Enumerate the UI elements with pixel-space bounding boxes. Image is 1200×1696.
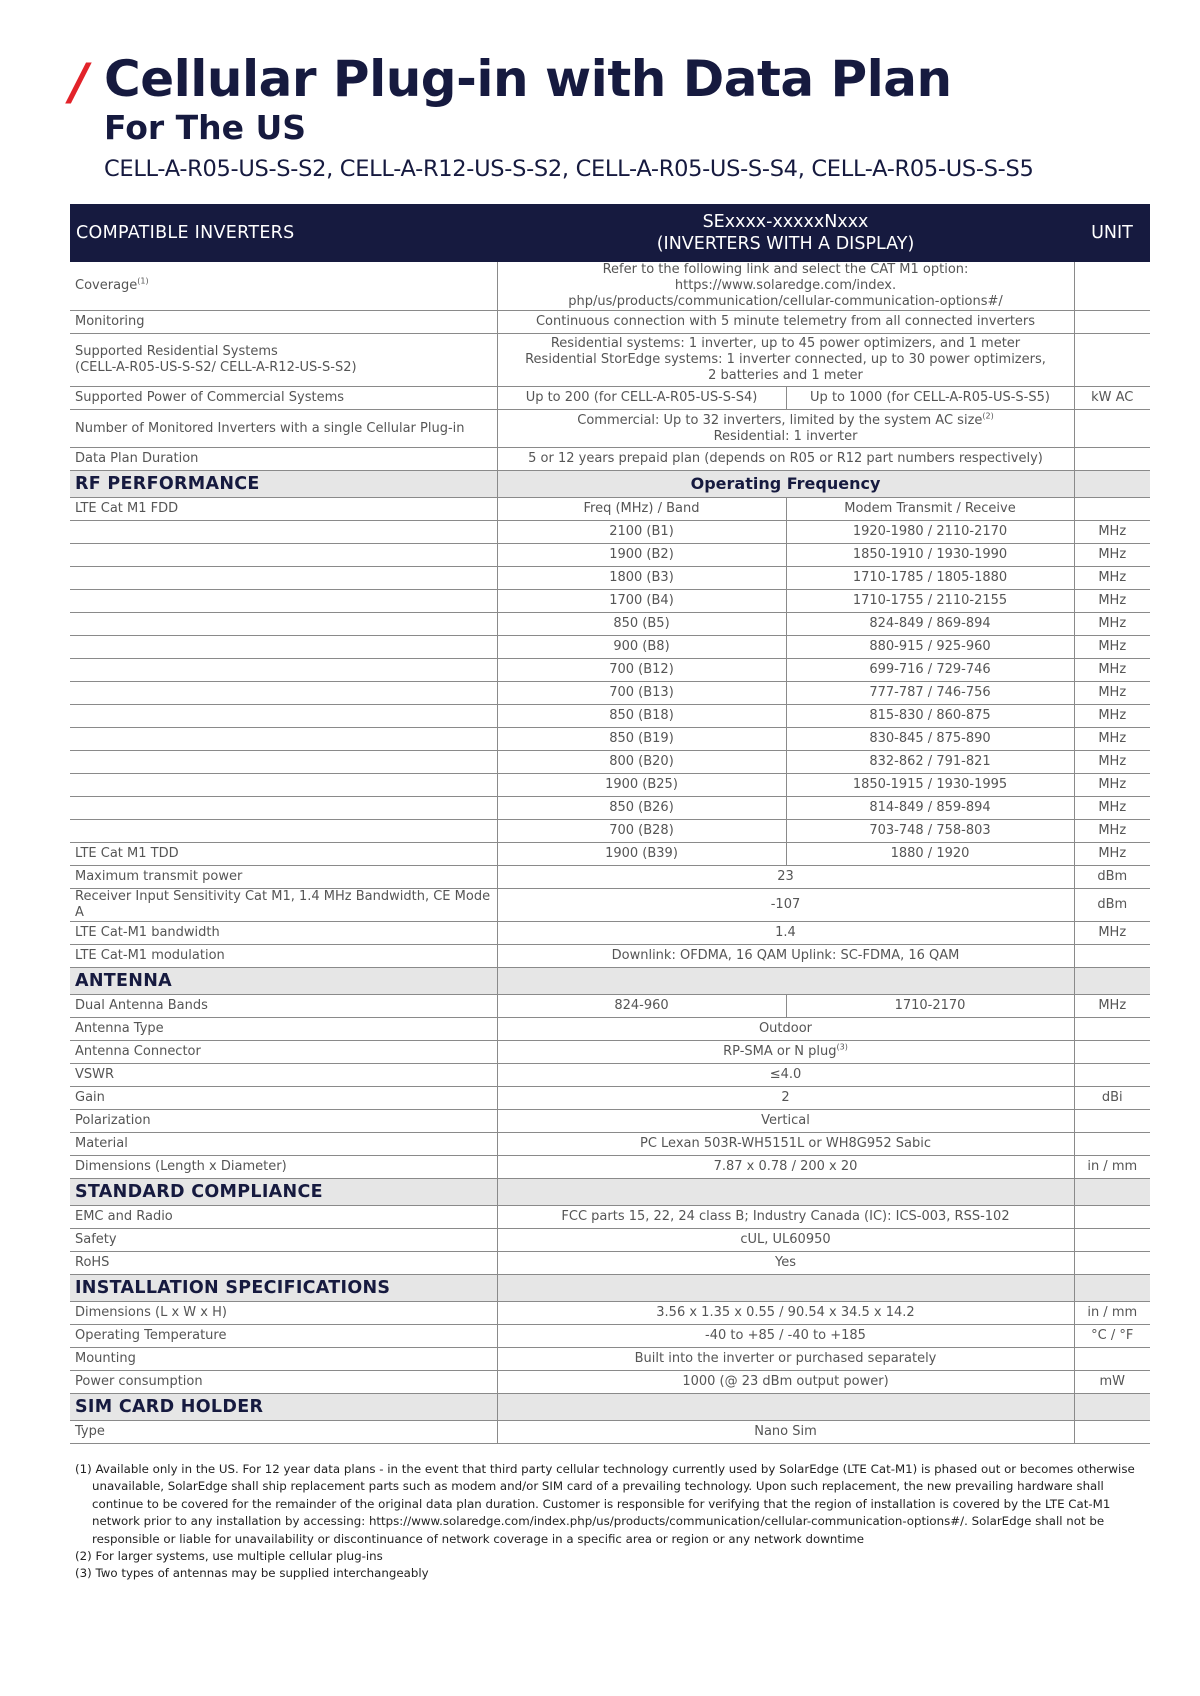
footnote-ref: (2) — [982, 411, 994, 421]
band-unit: MHz — [1074, 659, 1150, 682]
duration-value: 5 or 12 years prepaid plan (depends on R05 or R12 part numbers respectively) — [497, 448, 1074, 471]
install-dimensions-unit: in / mm — [1074, 1302, 1150, 1325]
row-unit — [1074, 1348, 1150, 1371]
temperature-value: -40 to +85 / -40 to +185 — [497, 1325, 1074, 1348]
dual-antenna-unit: MHz — [1074, 995, 1150, 1018]
section-title-installation: INSTALLATION SPECIFICATIONS — [70, 1275, 497, 1302]
row-unit — [1074, 410, 1150, 448]
section-row-installation — [70, 1275, 1150, 1302]
footnote-3: (3) Two types of antennas may be supplied interchangeably — [75, 1566, 429, 1581]
dual-antenna-low: 824-960 — [497, 995, 786, 1018]
install-dimensions-value: 3.56 x 1.35 x 0.55 / 90.54 x 34.5 x 14.2 — [497, 1302, 1074, 1325]
bandwidth-unit: MHz — [1074, 922, 1150, 945]
power-consumption-value: 1000 (@ 23 dBm output power) — [497, 1371, 1074, 1394]
row-unit — [1074, 1275, 1150, 1302]
table-row — [70, 448, 1150, 471]
band-name: 700 (B13) — [497, 682, 786, 705]
residential-line-1: Residential systems: 1 inverter, up to 45 power optimizers, and 1 meter — [550, 336, 1021, 351]
section-title-rf: RF PERFORMANCE — [70, 471, 497, 498]
section-blank — [497, 968, 1074, 995]
commercial-unit: kW AC — [1074, 387, 1150, 410]
safety-value: cUL, UL60950 — [497, 1229, 1074, 1252]
header-unit: UNIT — [1074, 204, 1150, 262]
vswr-label: VSWR — [70, 1064, 497, 1087]
band-unit: MHz — [1074, 590, 1150, 613]
polarization-value: Vertical — [497, 1110, 1074, 1133]
band-row — [70, 544, 1150, 567]
band-unit: MHz — [1074, 636, 1150, 659]
sim-type-value: Nano Sim — [497, 1421, 1074, 1444]
band-row — [70, 613, 1150, 636]
band-row — [70, 590, 1150, 613]
band-name: 700 (B12) — [497, 659, 786, 682]
band-row — [70, 797, 1150, 820]
antenna-type-label: Antenna Type — [70, 1018, 497, 1041]
mounting-value: Built into the inverter or purchased separately — [497, 1348, 1074, 1371]
mounting-label: Mounting — [70, 1348, 497, 1371]
temperature-label: Operating Temperature — [70, 1325, 497, 1348]
band-name: 850 (B26) — [497, 797, 786, 820]
row-label — [70, 659, 497, 682]
tdd-unit: MHz — [1074, 843, 1150, 866]
row-unit — [1074, 1206, 1150, 1229]
row-unit — [1074, 1064, 1150, 1087]
band-range: 1710-1755 / 2110-2155 — [786, 590, 1074, 613]
tdd-band: 1900 (B39) — [497, 843, 786, 866]
band-row — [70, 820, 1150, 843]
row-label — [70, 262, 497, 311]
row-unit — [1074, 1229, 1150, 1252]
table-row — [70, 1156, 1150, 1179]
material-label: Material — [70, 1133, 497, 1156]
section-blank — [497, 1394, 1074, 1421]
residential-line-3: 2 batteries and 1 meter — [708, 368, 863, 383]
table-row — [70, 995, 1150, 1018]
band-range: 1710-1785 / 1805-1880 — [786, 567, 1074, 590]
material-value: PC Lexan 503R-WH5151L or WH8G952 Sabic — [497, 1133, 1074, 1156]
max-power-unit: dBm — [1074, 866, 1150, 889]
section-row-rf — [70, 471, 1150, 498]
table-row — [70, 866, 1150, 889]
vswr-value: ≤4.0 — [497, 1064, 1074, 1087]
band-name: 1800 (B3) — [497, 567, 786, 590]
table-row — [70, 1018, 1150, 1041]
freq-band-column-header: Freq (MHz) / Band — [497, 498, 786, 521]
table-row — [70, 1110, 1150, 1133]
band-range: 824-849 / 869-894 — [786, 613, 1074, 636]
band-range: 1850-1915 / 1930-1995 — [786, 774, 1074, 797]
row-unit — [1074, 262, 1150, 311]
dual-antenna-high: 1710-2170 — [786, 995, 1074, 1018]
safety-label: Safety — [70, 1229, 497, 1252]
table-row — [70, 1133, 1150, 1156]
band-name: 700 (B28) — [497, 820, 786, 843]
header-model-code: SExxxx-xxxxxNxxx — [702, 212, 869, 232]
band-unit: MHz — [1074, 728, 1150, 751]
table-row — [70, 1252, 1150, 1275]
band-name: 2100 (B1) — [497, 521, 786, 544]
section-row-compliance — [70, 1179, 1150, 1206]
gain-label: Gain — [70, 1087, 497, 1110]
temperature-unit: °C / °F — [1074, 1325, 1150, 1348]
dual-antenna-label: Dual Antenna Bands — [70, 995, 497, 1018]
footnote-2: (2) For larger systems, use multiple cellular plug-ins — [75, 1549, 383, 1564]
sensitivity-unit: dBm — [1074, 889, 1150, 922]
coverage-value — [497, 262, 1074, 311]
band-range: 832-862 / 791-821 — [786, 751, 1074, 774]
page-title: Cellular Plug-in with Data Plan — [104, 50, 952, 108]
band-range: 703-748 / 758-803 — [786, 820, 1074, 843]
monitored-inverters-label: Number of Monitored Inverters with a single Cellular Plug-in — [70, 410, 497, 448]
band-unit: MHz — [1074, 682, 1150, 705]
row-unit — [1074, 1041, 1150, 1064]
max-power-value: 23 — [497, 866, 1074, 889]
band-range: 815-830 / 860-875 — [786, 705, 1074, 728]
band-row — [70, 682, 1150, 705]
residential-label — [70, 334, 497, 387]
band-unit: MHz — [1074, 820, 1150, 843]
residential-value — [497, 334, 1074, 387]
row-unit — [1074, 498, 1150, 521]
row-unit — [1074, 1421, 1150, 1444]
row-unit — [1074, 1394, 1150, 1421]
emc-label: EMC and Radio — [70, 1206, 497, 1229]
section-blank — [497, 1179, 1074, 1206]
table-row — [70, 1229, 1150, 1252]
row-label — [70, 544, 497, 567]
gain-unit: dBi — [1074, 1087, 1150, 1110]
band-unit: MHz — [1074, 751, 1150, 774]
band-range: 830-845 / 875-890 — [786, 728, 1074, 751]
section-title-antenna: ANTENNA — [70, 968, 497, 995]
band-range: 1920-1980 / 2110-2170 — [786, 521, 1074, 544]
table-row — [70, 1325, 1150, 1348]
rohs-label: RoHS — [70, 1252, 497, 1275]
table-row — [70, 1206, 1150, 1229]
row-label — [70, 728, 497, 751]
row-unit — [1074, 1018, 1150, 1041]
table-row — [70, 922, 1150, 945]
page-subtitle: For The US — [104, 108, 307, 147]
coverage-line-1: Refer to the following link and select the CAT M1 option: https://www.solaredge.com/index. — [602, 262, 969, 293]
specification-table — [70, 204, 1150, 1444]
table-row — [70, 410, 1150, 448]
bandwidth-label: LTE Cat-M1 bandwidth — [70, 922, 497, 945]
table-row — [70, 889, 1150, 922]
monitored-line-1: Commercial: Up to 32 inverters, limited by the system AC size — [577, 412, 983, 428]
antenna-dimensions-value: 7.87 x 0.78 / 200 x 20 — [497, 1156, 1074, 1179]
row-label — [70, 820, 497, 843]
band-range: 814-849 / 859-894 — [786, 797, 1074, 820]
band-unit: MHz — [1074, 521, 1150, 544]
band-unit: MHz — [1074, 705, 1150, 728]
commercial-label: Supported Power of Commercial Systems — [70, 387, 497, 410]
tdd-label: LTE Cat M1 TDD — [70, 843, 497, 866]
duration-label: Data Plan Duration — [70, 448, 497, 471]
coverage-label: Coverage — [75, 278, 138, 293]
residential-label-line-1: Supported Residential Systems — [75, 344, 278, 359]
table-row — [70, 387, 1150, 410]
band-range: 1850-1910 / 1930-1990 — [786, 544, 1074, 567]
row-label — [70, 682, 497, 705]
install-dimensions-label: Dimensions (L x W x H) — [70, 1302, 497, 1325]
brand-slash-mark: / — [70, 53, 89, 111]
band-name: 850 (B19) — [497, 728, 786, 751]
modulation-value: Downlink: OFDMA, 16 QAM Uplink: SC-FDMA, 16 QAM — [497, 945, 1074, 968]
band-row — [70, 659, 1150, 682]
band-row — [70, 636, 1150, 659]
band-name: 850 (B18) — [497, 705, 786, 728]
rohs-value: Yes — [497, 1252, 1074, 1275]
section-title-sim: SIM CARD HOLDER — [70, 1394, 497, 1421]
monitoring-value: Continuous connection with 5 minute telemetry from all connected inverters — [497, 311, 1074, 334]
antenna-dimensions-label: Dimensions (Length x Diameter) — [70, 1156, 497, 1179]
row-label — [70, 705, 497, 728]
row-unit — [1074, 945, 1150, 968]
band-row — [70, 751, 1150, 774]
gain-value: 2 — [497, 1087, 1074, 1110]
band-range: 880-915 / 925-960 — [786, 636, 1074, 659]
table-row — [70, 843, 1150, 866]
monitoring-label: Monitoring — [70, 311, 497, 334]
band-name: 1700 (B4) — [497, 590, 786, 613]
row-unit — [1074, 334, 1150, 387]
table-row — [70, 1371, 1150, 1394]
table-header-row — [70, 204, 1150, 262]
band-name: 1900 (B25) — [497, 774, 786, 797]
band-row — [70, 774, 1150, 797]
header-model-desc: (INVERTERS WITH A DISPLAY) — [656, 234, 915, 254]
row-label — [70, 774, 497, 797]
row-unit — [1074, 1110, 1150, 1133]
monitored-line-2: Residential: 1 inverter — [713, 428, 858, 444]
sensitivity-label: Receiver Input Sensitivity Cat M1, 1.4 MHz Bandwidth, CE Mode A — [70, 889, 497, 922]
table-row — [70, 1421, 1150, 1444]
row-unit — [1074, 471, 1150, 498]
modulation-label: LTE Cat-M1 modulation — [70, 945, 497, 968]
power-consumption-unit: mW — [1074, 1371, 1150, 1394]
band-name: 1900 (B2) — [497, 544, 786, 567]
max-power-label: Maximum transmit power — [70, 866, 497, 889]
antenna-connector-label: Antenna Connector — [70, 1041, 497, 1064]
modem-column-header: Modem Transmit / Receive — [786, 498, 1074, 521]
band-name: 900 (B8) — [497, 636, 786, 659]
antenna-type-value: Outdoor — [497, 1018, 1074, 1041]
band-row — [70, 521, 1150, 544]
row-label — [70, 521, 497, 544]
table-row — [70, 945, 1150, 968]
polarization-label: Polarization — [70, 1110, 497, 1133]
commercial-value-s4: Up to 200 (for CELL-A-R05-US-S-S4) — [497, 387, 786, 410]
residential-line-2: Residential StorEdge systems: 1 inverter connected, up to 30 power optimizers, — [525, 352, 1046, 367]
footnotes — [75, 1461, 1140, 1583]
row-label — [70, 590, 497, 613]
footnote-1: (1) Available only in the US. For 12 year data plans - in the event that third party cellular technology currently used by SolarEdge (LTE Cat-M1) is phased out or becomes otherwise unavailable, SolarEdge shall ship replacement parts such as modem and/or SIM card of a prevailing technology. Upon such replacement, the new prevailing hardware shall continue to be covered for the remainder of the original data plan duration. Customer is responsible for verifying that the region of installation is covered by the LTE Cat-M1 network prior to any installation by accessing: https://www.solaredge.com/index.php/us/products/communication/cellular-communication-options#/. SolarEdge shall not be responsible or liable for unavailability or discontinuance of network coverage in a specific area or region or any network downtime — [75, 1462, 1135, 1546]
table-row — [70, 1064, 1150, 1087]
fdd-label: LTE Cat M1 FDD — [70, 498, 497, 521]
table-row — [70, 498, 1150, 521]
connector-text: RP-SMA or N plug — [723, 1044, 837, 1059]
table-row — [70, 311, 1150, 334]
row-label — [70, 797, 497, 820]
table-row — [70, 1087, 1150, 1110]
antenna-connector-value — [497, 1041, 1074, 1064]
band-unit: MHz — [1074, 797, 1150, 820]
row-unit — [1074, 1252, 1150, 1275]
band-row — [70, 705, 1150, 728]
residential-label-line-2: (CELL-A-R05-US-S-S2/ CELL-A-R12-US-S-S2) — [75, 360, 357, 375]
power-consumption-label: Power consumption — [70, 1371, 497, 1394]
sim-type-label: Type — [70, 1421, 497, 1444]
footnote-ref: (1) — [137, 276, 149, 286]
row-label — [70, 636, 497, 659]
bandwidth-value: 1.4 — [497, 922, 1074, 945]
band-row — [70, 728, 1150, 751]
band-unit: MHz — [1074, 613, 1150, 636]
tdd-range: 1880 / 1920 — [786, 843, 1074, 866]
band-unit: MHz — [1074, 774, 1150, 797]
model-numbers: CELL-A-R05-US-S-S2, CELL-A-R12-US-S-S2, CELL-A-R05-US-S-S4, CELL-A-R05-US-S-S5 — [104, 156, 1034, 182]
table-row — [70, 262, 1150, 311]
table-row — [70, 1348, 1150, 1371]
emc-value: FCC parts 15, 22, 24 class B; Industry Canada (IC): ICS-003, RSS-102 — [497, 1206, 1074, 1229]
monitored-inverters-value — [497, 410, 1074, 448]
band-unit: MHz — [1074, 567, 1150, 590]
band-range: 777-787 / 746-756 — [786, 682, 1074, 705]
row-label — [70, 751, 497, 774]
header-inverter-model — [497, 204, 1074, 262]
footnote-ref: (3) — [836, 1042, 848, 1052]
commercial-value-s5: Up to 1000 (for CELL-A-R05-US-S-S5) — [786, 387, 1074, 410]
row-unit — [1074, 448, 1150, 471]
section-row-antenna — [70, 968, 1150, 995]
row-unit — [1074, 1133, 1150, 1156]
table-row — [70, 1302, 1150, 1325]
sensitivity-value: -107 — [497, 889, 1074, 922]
band-name: 850 (B5) — [497, 613, 786, 636]
band-unit: MHz — [1074, 544, 1150, 567]
row-unit — [1074, 968, 1150, 995]
antenna-dimensions-unit: in / mm — [1074, 1156, 1150, 1179]
section-blank — [497, 1275, 1074, 1302]
coverage-line-2: php/us/products/communication/cellular-communication-options#/ — [568, 294, 1003, 309]
band-name: 800 (B20) — [497, 751, 786, 774]
band-row — [70, 567, 1150, 590]
header-compatible-inverters: COMPATIBLE INVERTERS — [70, 204, 497, 262]
row-label — [70, 567, 497, 590]
row-unit — [1074, 311, 1150, 334]
band-range: 699-716 / 729-746 — [786, 659, 1074, 682]
row-label — [70, 613, 497, 636]
table-row — [70, 1041, 1150, 1064]
section-subtitle-frequency: Operating Frequency — [497, 471, 1074, 498]
table-row — [70, 334, 1150, 387]
row-unit — [1074, 1179, 1150, 1206]
section-title-compliance: STANDARD COMPLIANCE — [70, 1179, 497, 1206]
section-row-sim — [70, 1394, 1150, 1421]
